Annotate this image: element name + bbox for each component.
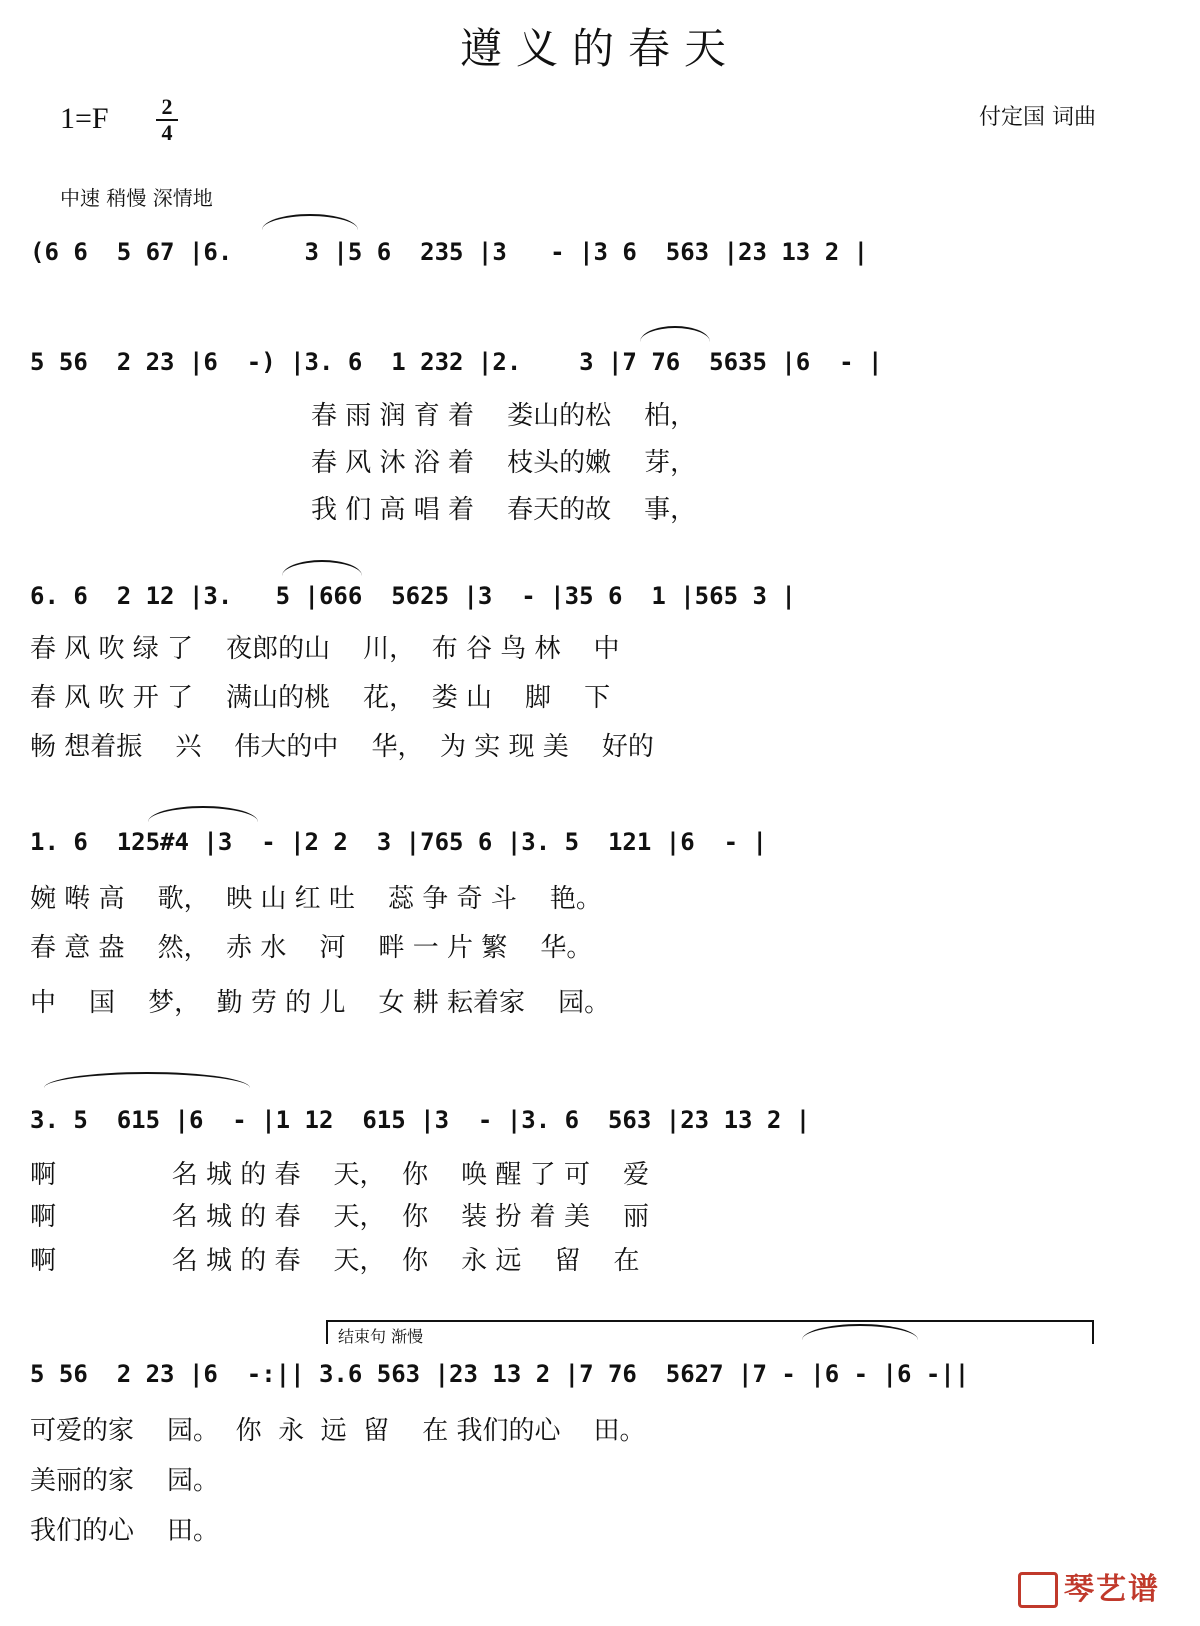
lyric-row-2-verse-3: [30, 489, 1140, 525]
notation-line: (6 6 5 67 |6. 3 |5 6 235 |3 - |3 6 563 |23 13 2 |: [30, 238, 869, 266]
lyric-line: 畅 想着振 兴 伟大的中 华， 为 实 现 美 好的: [30, 732, 654, 762]
watermark-text: 琴艺谱: [1064, 1571, 1160, 1607]
lyric-row-4-verse-1: [30, 878, 1140, 914]
notation-row-2: [30, 338, 1140, 388]
lyric-row-4-verse-3: [30, 982, 1140, 1018]
lyric-row-3-verse-1: [30, 628, 1140, 664]
lyric-line: 我们的心 田。: [30, 1516, 220, 1546]
notation-row-4: [30, 818, 1140, 868]
notation-row-1: [30, 228, 1140, 278]
lyric-row-6-verse-3: [30, 1510, 1140, 1546]
lyric-row-6-verse-2: [30, 1460, 1140, 1496]
notation-line: 1. 6 125#4 |3 - |2 2 3 |765 6 |3. 5 121 |6 - |: [30, 828, 767, 856]
lyric-row-4-verse-2: [30, 927, 1140, 963]
slur-mark: [44, 1072, 250, 1088]
lyric-row-6-verse-1: [30, 1410, 1140, 1446]
lyric-row-2-verse-2: [30, 442, 1140, 478]
lyric-line: 春 风 吹 绿 了 夜郎的山 川， 布 谷 鸟 林 中: [30, 634, 620, 664]
lyric-line: 啊 名 城 的 春 天， 你 永 远 留 在: [30, 1246, 640, 1276]
time-signature: [156, 96, 178, 144]
lyric-line: 美丽的家 园。: [30, 1466, 220, 1496]
lyric-row-5-verse-3: [30, 1240, 1140, 1276]
lyric-line: 啊 名 城 的 春 天， 你 装 扮 着 美 丽: [30, 1202, 649, 1232]
notation-line: 5 56 2 23 |6 -) |3. 6 1 232 |2. 3 |7 76 5635 |6 - |: [30, 348, 883, 376]
lyric-row-3-verse-3: [30, 726, 1140, 762]
watermark: [1018, 1564, 1160, 1609]
notation-row-3: [30, 572, 1140, 622]
lyric-row-5-verse-2: [30, 1196, 1140, 1232]
notation-line: 6. 6 2 12 |3. 5 |666 5625 |3 - |35 6 1 |565 3 |: [30, 582, 796, 610]
time-signature-bottom: 4: [161, 120, 173, 145]
key-signature: 1=F: [60, 102, 109, 135]
lyric-line: 春 风 沐 浴 着 枝头的嫩 芽，: [30, 448, 697, 478]
composer-credit: 付定国 词曲: [979, 105, 1096, 130]
ending-bracket: [326, 1320, 1094, 1344]
ending-label: 结束句 渐慢: [338, 1327, 424, 1346]
notation-row-6: [30, 1350, 1140, 1400]
lyric-line: 可爱的家 园。 你 永 远 留 在 我们的心 田。: [30, 1416, 646, 1446]
time-signature-top: 2: [161, 94, 173, 119]
lyric-line: 啊 名 城 的 春 天， 你 唤 醒 了 可 爱: [30, 1160, 649, 1190]
lyric-row-3-verse-2: [30, 677, 1140, 713]
lyric-line: 中 国 梦， 勤 劳 的 儿 女 耕 耘着家 园。: [30, 988, 611, 1018]
lyric-line: 春 雨 润 育 着 娄山的松 柏，: [30, 401, 697, 431]
notation-line: 5 56 2 23 |6 -:|| 3.6 563 |23 13 2 |7 76 5627 |7 - |6 - |6 -||: [30, 1360, 970, 1388]
watermark-logo-icon: [1018, 1572, 1058, 1608]
lyric-line: 春 意 盎 然， 赤 水 河 畔 一 片 繁 华。: [30, 933, 593, 963]
lyric-row-2-verse-1: [30, 395, 1140, 431]
tempo-marking: 中速 稍慢 深情地: [60, 186, 213, 210]
notation-line: 3. 5 615 |6 - |1 12 615 |3 - |3. 6 563 |23 13 2 |: [30, 1106, 811, 1134]
slur-mark: [262, 214, 358, 230]
lyric-line: 婉 啭 高 歌， 映 山 红 吐 蕊 争 奇 斗 艳。: [30, 884, 602, 914]
slur-mark: [282, 560, 362, 576]
notation-row-5: [30, 1096, 1140, 1146]
slur-mark: [148, 806, 258, 822]
slur-mark: [640, 326, 710, 342]
lyric-row-5-verse-1: [30, 1154, 1140, 1190]
lyric-line: 春 风 吹 开 了 满山的桃 花， 娄 山 脚 下: [30, 683, 611, 713]
lyric-line: 我 们 高 唱 着 春天的故 事，: [30, 495, 697, 525]
song-title: 遵义的春天: [459, 24, 740, 73]
